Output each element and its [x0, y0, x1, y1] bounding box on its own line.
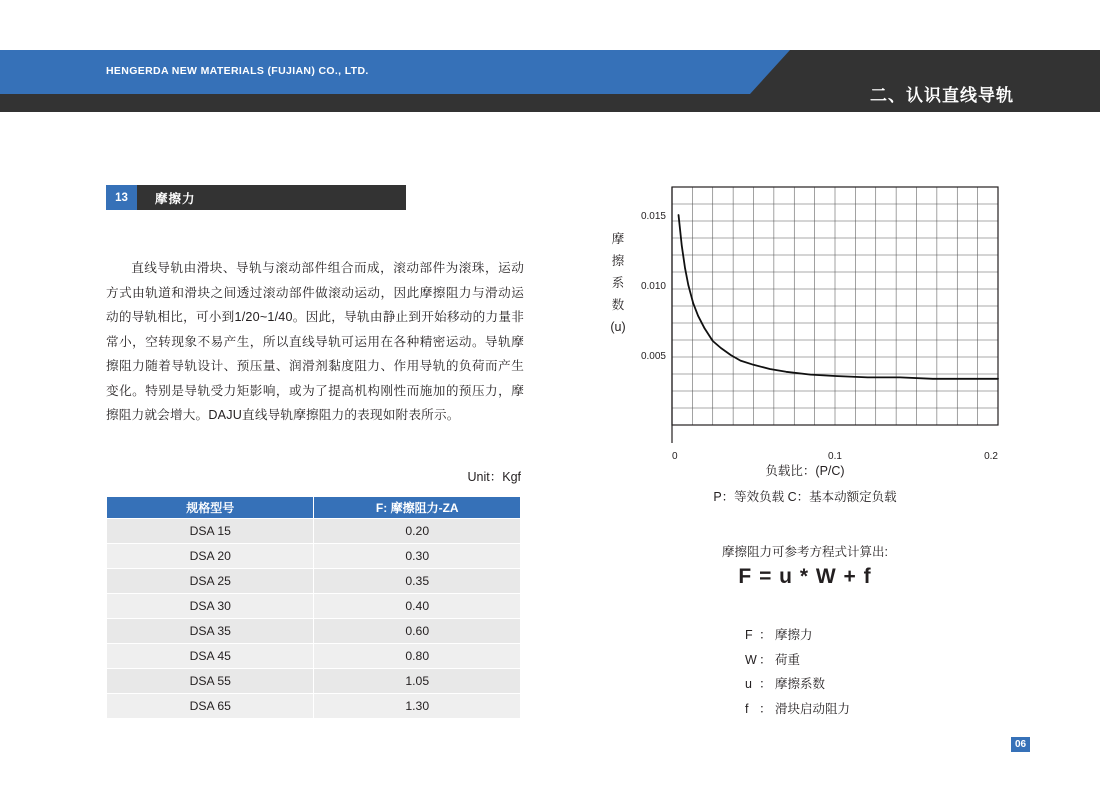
data-curve [679, 215, 998, 379]
table-cell-model: DSA 25 [107, 569, 314, 594]
y-axis-title-char: 擦 [611, 254, 625, 268]
section-bar [106, 185, 406, 210]
table-row [107, 619, 521, 644]
page-number: 06 [1011, 737, 1030, 752]
table-cell-model: DSA 55 [107, 669, 314, 694]
table-header-model: 规格型号 [107, 497, 314, 519]
table-cell-model: DSA 15 [107, 519, 314, 544]
legend-symbol: u [745, 677, 752, 692]
legend-colon: ： [759, 652, 772, 667]
y-tick-label: 0.010 [640, 281, 666, 292]
table-cell-friction: 0.80 [314, 644, 521, 669]
table-row [107, 669, 521, 694]
page-header [0, 50, 1100, 112]
friction-coefficient-chart [590, 175, 1020, 460]
table-row [107, 644, 521, 669]
legend-description: 滑块启动阻力 [775, 701, 851, 716]
table-header-friction: F: 摩擦阻力-ZA [314, 497, 521, 519]
x-tick-label: 0.1 [828, 451, 842, 460]
legend-description: 摩擦力 [775, 628, 813, 642]
y-tick-label: 0.015 [640, 211, 666, 222]
table-cell-friction: 0.40 [314, 594, 521, 619]
legend-symbol: F [745, 628, 753, 642]
formula-legend-item [745, 672, 850, 697]
chart-caption-definitions: P：等效负载 C：基本动额定负载 [713, 490, 897, 504]
y-axis-title-char: 系 [611, 276, 625, 290]
y-axis-title-char: 数 [611, 298, 625, 312]
formula-legend [745, 623, 850, 721]
legend-description: 荷重 [775, 652, 801, 667]
table-row [107, 519, 521, 544]
table-cell-model: DSA 35 [107, 619, 314, 644]
formula-expression: F = u * W + f [738, 565, 872, 588]
table-cell-friction: 1.05 [314, 669, 521, 694]
y-axis-title-char: 摩 [611, 232, 625, 246]
formula-intro: 摩擦阻力可参考方程式计算出: [722, 545, 888, 559]
unit-label: Unit：Kgf [467, 470, 521, 484]
chart-caption-load-ratio: 负载比：(P/C) [765, 464, 845, 478]
table-row [107, 544, 521, 569]
section-title: 摩擦力 [155, 191, 196, 206]
x-tick-label: 0.2 [984, 451, 998, 460]
chart-svg [590, 175, 1020, 460]
y-axis-title-char: (u) [610, 320, 626, 334]
y-tick-label: 0.005 [640, 351, 666, 362]
body-paragraph: 直线导轨由滑块、导轨与滚动部件组合而成，滚动部件为滚珠，运动方式由轨道和滑块之间透过滚动部件做滚动运动，因此摩擦阻力与滑动运动的导轨相比，可小到1/20~1/40。因此，导轨由静止到开始移动的力量非常小，空转现象不易产生，所以直线导轨可运用在各种精密运动。导轨摩擦阻力随着导轨设计、预压量、润滑剂黏度阻力、作用导轨的负荷而产生变化。特别是导轨受力矩影响，或为了提高机构刚性而施加的预压力，摩擦阻力就会增大。DAJU直线导轨摩擦阻力的表现如附表所示。 [106, 261, 524, 422]
formula-legend-item [745, 648, 850, 673]
legend-symbol: f [745, 701, 749, 716]
table-cell-friction: 0.60 [314, 619, 521, 644]
formula-legend-item [745, 697, 850, 722]
section-number: 13 [106, 185, 137, 210]
x-tick-label: 0 [672, 451, 678, 460]
table-cell-model: DSA 20 [107, 544, 314, 569]
table-cell-friction: 0.35 [314, 569, 521, 594]
table-cell-model: DSA 30 [107, 594, 314, 619]
legend-colon: ： [759, 677, 772, 692]
table-cell-friction: 0.20 [314, 519, 521, 544]
table-row [107, 594, 521, 619]
chapter-title: 二、认识直线导轨 [870, 86, 1014, 105]
company-name: HENGERDA NEW MATERIALS (FUJIAN) CO., LTD. [106, 65, 369, 77]
table-header-row [107, 497, 521, 519]
table-row [107, 569, 521, 594]
table-cell-model: DSA 65 [107, 694, 314, 719]
table-cell-friction: 0.30 [314, 544, 521, 569]
table-cell-model: DSA 45 [107, 644, 314, 669]
friction-spec-table [106, 496, 521, 719]
table-row [107, 694, 521, 719]
legend-symbol: W [745, 652, 757, 667]
formula-legend-item [745, 623, 850, 648]
table-cell-friction: 1.30 [314, 694, 521, 719]
legend-colon: ： [759, 628, 772, 642]
legend-description: 摩擦系数 [775, 677, 826, 692]
legend-colon: ： [759, 701, 772, 716]
